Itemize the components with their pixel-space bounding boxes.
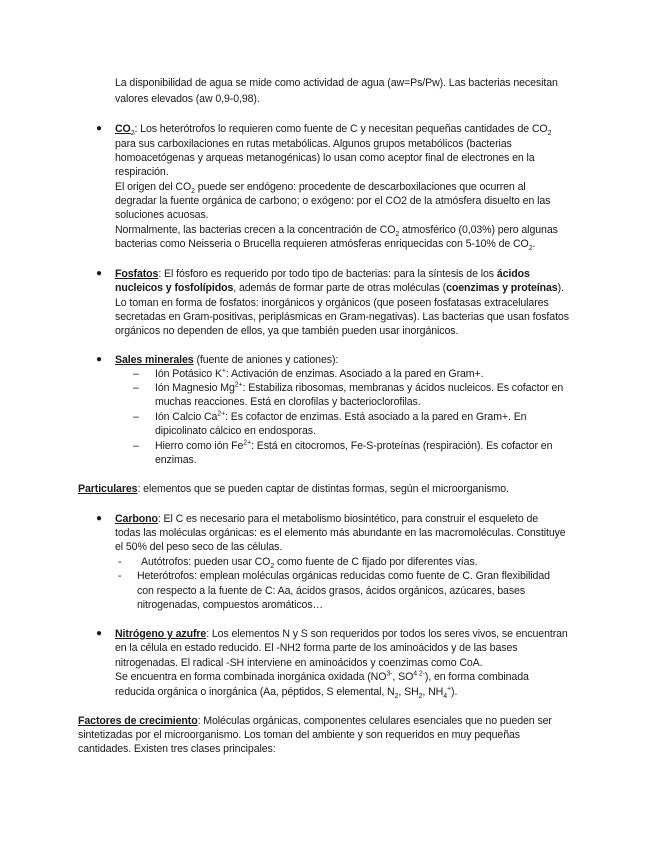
bullet-icon: ●: [96, 268, 103, 279]
factores-line-1: Factores de crecimiento: Moléculas orgánicas, componentes celulares esenciales que no pueden ser: [78, 715, 552, 727]
bullet-icon: ●: [96, 628, 103, 639]
dash-icon: –: [133, 382, 139, 394]
dash-icon: -: [118, 570, 122, 582]
sales-item-3-cont: dipicolinato cálcico en endosporas.: [155, 425, 316, 437]
co2-line-8: Normalmente, las bacterias crecen a la concentración de $CO_2$ atmosférico (0,03%) pero algunas: [115, 224, 558, 239]
factores-heading: Factores de crecimiento: [78, 715, 198, 727]
water-line-2: valores elevados (aw 0,9-0,98).: [115, 93, 260, 105]
sales-item-4-cont: enzimas.: [155, 454, 197, 466]
autotrofos-line: Autótrofos: pueden usar $CO_2$ como fuente de C fijado por diferentes vías.: [141, 556, 478, 571]
fosfatos-line-2: nucleicos y fosfolípidos, además de formar parte de otras moléculas (coenzimas y proteínas).: [115, 282, 564, 294]
dash-icon: -: [118, 556, 122, 568]
heterotrofos-line-1: Heterótrofos: emplean moléculas orgánicas reducidas como fuente de C. Gran flexibilidad: [137, 570, 550, 582]
carbono-line-2: todas las moléculas orgánicas: es el elemento más abundante en las macromoléculas. Constituye: [115, 527, 566, 539]
sales-heading: Sales minerales: [115, 354, 194, 366]
sales-item-1: Ión Potásico K+: Activación de enzimas. Asociado a la pared en Gram+.: [155, 367, 484, 380]
factores-line-2: sintetizadas por el microorganismo. Los toman del ambiente y son requeridos en muy pequeñas: [78, 729, 520, 741]
fosfatos-line-5: orgánicos no dependen de ellos, ya que también pueden usar inorgánicos.: [115, 325, 459, 337]
sales-item-3: Ión Calcio $Ca^{2+}$: Es cofactor de enzimas. Está asociado a la pared en Gram+. En: [155, 410, 527, 423]
fosfatos-heading: Fosfatos: [115, 268, 159, 280]
co2-line-3: homoacetógenas y arqueas metanogénicas) lo usan como aceptor final de electrones en la: [115, 152, 535, 164]
co2-line-5: El origen del $CO_2$ puede ser endógeno: procedente de descarboxilaciones que ocurren al: [115, 181, 526, 196]
bullet-icon: ●: [96, 513, 103, 524]
sales-item-2: Ión Magnesio $Mg^{2+}$: Estabiliza ribosomas, membranas y ácidos nucleicos. Es cofactor en: [155, 381, 564, 394]
fosfatos-line-4: secretadas en Gram-positivas, periplásmicas en Gram-negativas). Las bacterias que usan fosfatos: [115, 311, 569, 323]
dash-icon: –: [133, 368, 139, 380]
carbono-line-3: el 50% del peso seco de las células.: [115, 541, 283, 553]
sales-item-4: Hierro como ión $Fe^{2+}$: Está en citocromos, Fe-S-proteínas (respiración). Es cofactor en: [155, 439, 553, 452]
fosfatos-line-3: Lo toman en forma de fosfatos: inorgánicos y orgánicos (que poseen fosfatasas extracelulares: [115, 297, 549, 309]
nitrogeno-heading: Nitrógeno y azufre: [115, 628, 207, 640]
co2-line-6: degradar la fuente orgánica de carbono; o exógeno: por el CO2 de la atmósfera disuelto en las: [115, 195, 551, 207]
carbono-line-1: Carbono: El C es necesario para el metabolismo biosintético, para construir el esqueleto de: [115, 513, 539, 525]
water-line-1: La disponibilidad de agua se mide como actividad de agua (aw=Ps/Pw). Las bacterias necesitan: [115, 77, 558, 89]
dash-icon: –: [133, 411, 139, 423]
dash-icon: –: [133, 440, 139, 452]
co2-line-1: $CO_2$: Los heterótrofos lo requieren como fuente de C y necesitan pequeñas cantidades de $CO_2$: [115, 123, 552, 138]
co2-line-4: respiración.: [115, 166, 169, 178]
co2-line-2: para sus carboxilaciones en rutas metabólicas. Algunos grupos metabólicos (bacterias: [115, 138, 512, 150]
factores-line-3: cantidades. Existen tres clases principales:: [78, 743, 276, 755]
co2-heading: CO: [115, 123, 131, 135]
fosfatos-line-1: Fosfatos: El fósforo es requerido por todo tipo de bacterias: para la síntesis de los ácidos: [115, 268, 530, 280]
particulares-heading: Particulares: [78, 483, 138, 495]
carbono-heading: Carbono: [115, 513, 158, 525]
sales-line-1: Sales minerales (fuente de aniones y cationes):: [115, 354, 339, 366]
nitrogeno-line-4: Se encuentra en forma combinada inorgánica oxidada ($NO^{3-}$, $SO^{4 2-}$), en forma combinada: [115, 670, 529, 683]
co2-line-9: bacterias como Neisseria o Brucella requieren atmósferas enriquecidas con 5-10% de $CO_2$.: [115, 238, 536, 253]
nitrogeno-line-2: en la célula en estado reducido. El -NH2 forma parte de los aminoácidos y de las bases: [115, 642, 518, 654]
bullet-icon: ●: [96, 354, 103, 365]
co2-line-7: soluciones acuosas.: [115, 209, 209, 221]
particulares-line: Particulares: elementos que se pueden captar de distintas formas, según el microorganismo.: [78, 483, 509, 495]
nitrogeno-line-1: Nitrógeno y azufre: Los elementos N y S son requeridos por todos los seres vivos, se encuentran: [115, 628, 568, 640]
nitrogeno-line-5: reducida orgánica o inorgánica (Aa, péptidos, S elemental, $N_2$, $SH_2$, $NH_4^+$).: [115, 685, 458, 701]
heterotrofos-line-3: nitrogenadas, compuestos aromáticos…: [137, 599, 324, 611]
sales-item-2-cont: muchas reacciones. Está en clorofilas y bacterioclorofilas.: [155, 396, 421, 408]
bullet-icon: ●: [96, 123, 103, 134]
heterotrofos-line-2: con respecto a la fuente de C: Aa, ácidos grasos, ácidos orgánicos, azúcares, bases: [137, 585, 526, 597]
nitrogeno-line-3: nitrogenadas. El radical -SH interviene en aminoácidos y coenzimas como CoA.: [115, 657, 483, 669]
